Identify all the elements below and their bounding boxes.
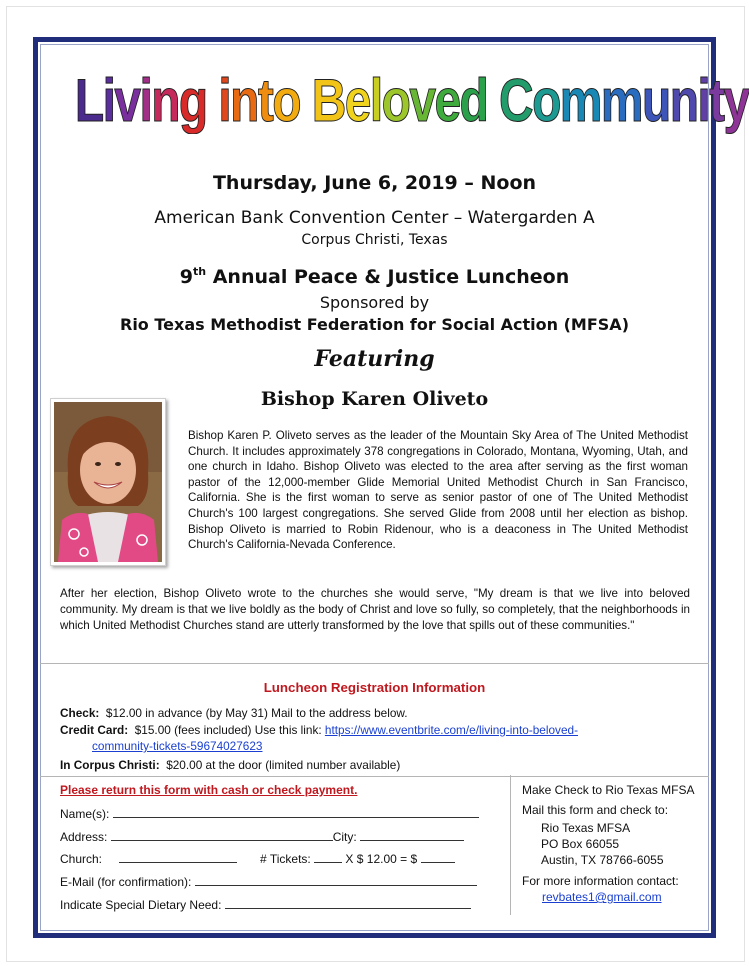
- title-letter: B: [311, 67, 345, 134]
- sponsored-by: Sponsored by: [319, 293, 430, 312]
- credit-card-label: Credit Card:: [60, 723, 129, 737]
- more-info-label: For more information contact:: [522, 874, 679, 888]
- title-letter: [300, 67, 312, 134]
- title-letter: t: [709, 67, 724, 134]
- title-letter: [487, 67, 499, 134]
- mail-form-to: Mail this form and check to:: [522, 803, 669, 817]
- names-label: Name(s):: [60, 807, 110, 821]
- title-letter: o: [272, 67, 300, 134]
- make-check-to: Make Check to Rio Texas MFSA: [522, 783, 695, 797]
- tickets-blank[interactable]: [314, 851, 342, 863]
- church-row: [60, 851, 455, 866]
- featuring-heading: Featuring: [314, 346, 435, 372]
- event-name-rest: Annual Peace & Justice Luncheon: [206, 266, 570, 288]
- title-letter: n: [151, 67, 179, 134]
- speaker-bio: Bishop Karen P. Oliveto serves as the leader of the Mountain Sky Area of The United Methodist Church. It includes approximately 378 congregations in Colorado, Montana, Wyoming, Utah, and one church in Idaho. Bishop Oliveto was elected to the area after serving as the first woman pastor of the 12,000-member Glide Memorial United Methodist Church in San Francisco, California. She is the first woman to serve as senior pastor of one of The United Methodist Church's 100 largest congregations. She served Glide from 2008 until her election as bishop. Bishop Oliveto is married to Robin Ridenour, who is a deaconess in The United Methodist Church's California-Nevada Conference.: [188, 429, 688, 552]
- title-letter: g: [178, 67, 207, 134]
- title-letter: e: [344, 67, 370, 134]
- event-venue: American Bank Convention Center – Watergarden A: [154, 208, 595, 228]
- address-label: Address:: [60, 830, 108, 844]
- title-letter: o: [532, 67, 560, 134]
- flyer-title: [74, 66, 749, 135]
- divider: [40, 663, 709, 664]
- door-option: [60, 758, 400, 772]
- names-row: [60, 806, 479, 821]
- mail-address-line2: PO Box 66055: [541, 837, 620, 851]
- city-label: City:: [332, 830, 357, 844]
- check-option: [60, 706, 408, 720]
- email-label: E-Mail (for confirmation):: [60, 875, 192, 889]
- speaker-quote: After her election, Bishop Oliveto wrote to the churches she would serve, "My dream is that we live into beloved community. My dream is that we live boldly as the body of Christ and love so fully, so completely, that the neighborhoods in which United Methodist Churches stand are utterly transformed by the love that spills out of these communities.": [60, 587, 690, 632]
- title-letter: C: [499, 67, 533, 134]
- title-letter: u: [641, 67, 670, 134]
- credit-card-text: $15.00 (fees included) Use this link:: [134, 723, 325, 737]
- credit-card-option: [60, 723, 578, 737]
- diet-row: [60, 897, 471, 912]
- contact-email-link[interactable]: revbates1@gmail.com: [542, 890, 662, 904]
- title-letter: o: [381, 67, 410, 134]
- check-label: Check:: [60, 706, 100, 720]
- eventbrite-link-2[interactable]: community-tickets-59674027623: [92, 739, 263, 753]
- diet-label: Indicate Special Dietary Need:: [60, 898, 222, 912]
- names-blank[interactable]: [113, 806, 479, 818]
- address-row: [60, 829, 464, 844]
- event-name: [0, 266, 749, 288]
- title-letter: m: [600, 67, 642, 134]
- church-label: Church:: [60, 852, 103, 866]
- title-letter: n: [669, 67, 698, 134]
- church-blank[interactable]: [119, 851, 237, 863]
- event-city: Corpus Christi, Texas: [301, 232, 448, 248]
- door-label: In Corpus Christi:: [60, 758, 160, 772]
- title-letter: i: [139, 67, 152, 134]
- form-divider: [510, 775, 511, 915]
- divider: [40, 776, 709, 777]
- check-text: $12.00 in advance (by May 31) Mail to the address below.: [105, 706, 408, 720]
- title-letter: t: [257, 67, 273, 134]
- speaker-photo: [50, 398, 166, 566]
- speaker-name: Bishop Karen Oliveto: [260, 388, 489, 410]
- title-letter: i: [102, 67, 115, 134]
- title-letter: y: [723, 67, 749, 134]
- event-date: Thursday, June 6, 2019 – Noon: [212, 172, 537, 194]
- title-letter: d: [459, 67, 488, 134]
- diet-blank[interactable]: [225, 897, 471, 909]
- title-letter: [207, 67, 219, 134]
- mail-address-line1: Rio Texas MFSA: [541, 821, 631, 835]
- title-letter: v: [114, 67, 140, 134]
- event-number-suffix: th: [193, 265, 207, 278]
- door-text: $20.00 at the door (limited number available): [166, 758, 401, 772]
- email-row: [60, 874, 477, 889]
- address-blank[interactable]: [111, 829, 333, 841]
- event-number: 9: [179, 266, 194, 288]
- email-blank[interactable]: [195, 874, 477, 886]
- tickets-label: # Tickets:: [260, 852, 311, 866]
- title-letter: L: [74, 67, 103, 134]
- title-letter: n: [230, 67, 258, 134]
- eventbrite-link-cont: [92, 739, 263, 753]
- portrait-image: [54, 402, 162, 562]
- title-letter: i: [218, 67, 231, 134]
- title-letter: e: [434, 67, 460, 134]
- return-form-note: Please return this form with cash or check payment.: [60, 783, 358, 797]
- registration-title: Luncheon Registration Information: [263, 680, 486, 695]
- total-blank[interactable]: [421, 851, 455, 863]
- title-letter: v: [409, 67, 435, 134]
- mail-address-line3: Austin, TX 78766-6055: [541, 853, 664, 867]
- eventbrite-link[interactable]: https://www.eventbrite.com/e/living-into-beloved-: [324, 723, 578, 737]
- city-blank[interactable]: [360, 829, 464, 841]
- title-letter: l: [369, 67, 382, 134]
- title-letter: m: [559, 67, 601, 134]
- price-label: X $ 12.00 = $: [345, 852, 418, 866]
- sponsor-org: Rio Texas Methodist Federation for Social Action (MFSA): [120, 315, 629, 334]
- title-letter: i: [697, 67, 710, 134]
